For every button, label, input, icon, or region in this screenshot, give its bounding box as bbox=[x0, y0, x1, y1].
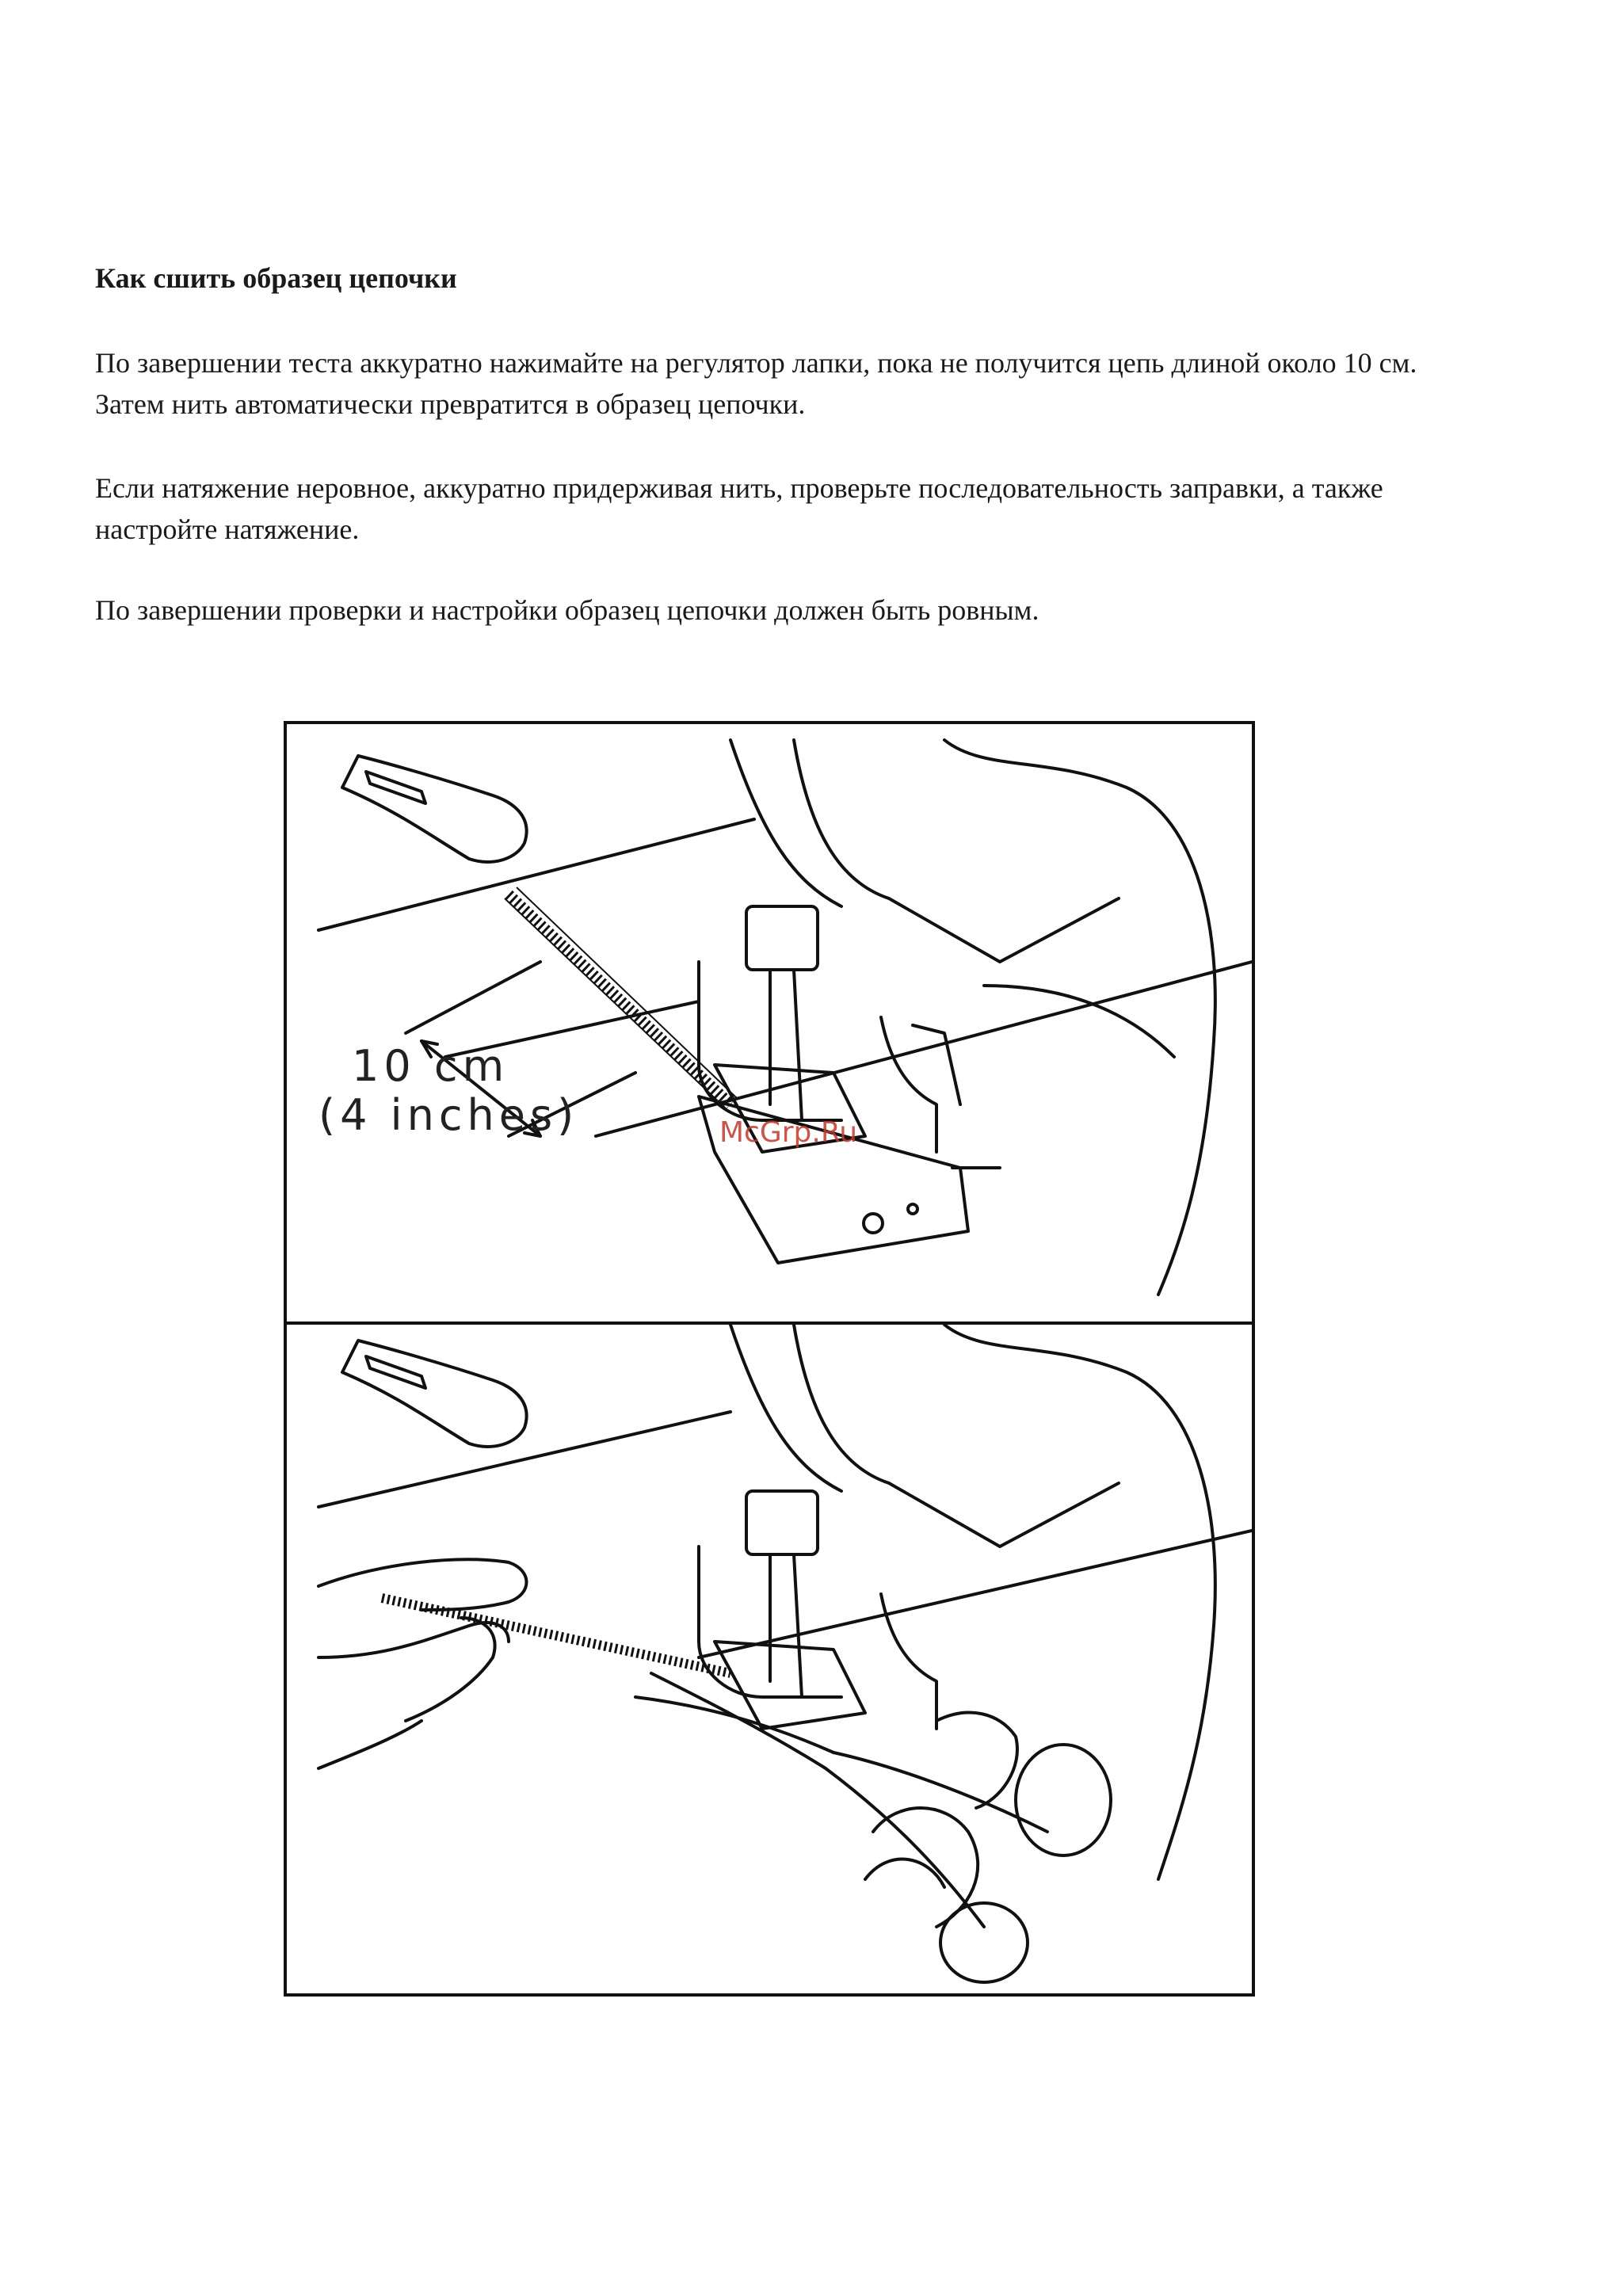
illustration-panel-cutting-chain bbox=[287, 1325, 1252, 1993]
illustration-figure bbox=[284, 721, 1255, 1997]
dimension-label-inches: (4 inches) bbox=[318, 1090, 579, 1140]
sewing-machine-drawing-bottom bbox=[287, 1325, 1252, 1993]
paragraph-instructions: По завершении теста аккуратно нажимайте на регулятор лапки, пока не получится цепь длиной около 10 см. Затем нить автоматически превратится в образец цепочки. bbox=[95, 347, 1417, 420]
sewing-machine-drawing-top bbox=[287, 724, 1252, 1322]
paragraph-result: По завершении проверки и настройки образец цепочки должен быть ровным. bbox=[95, 594, 1039, 626]
dimension-label-cm: 10 cm bbox=[352, 1041, 509, 1091]
paragraph-tension: Если натяжение неровное, аккуратно придерживая нить, проверьте последовательность заправки, а также настройте натяжение. bbox=[95, 472, 1383, 545]
page-heading: Как сшить образец цепочки bbox=[95, 262, 457, 294]
watermark-text: McGrp.Ru bbox=[719, 1116, 858, 1149]
illustration-panel-chain-length bbox=[287, 724, 1252, 1322]
